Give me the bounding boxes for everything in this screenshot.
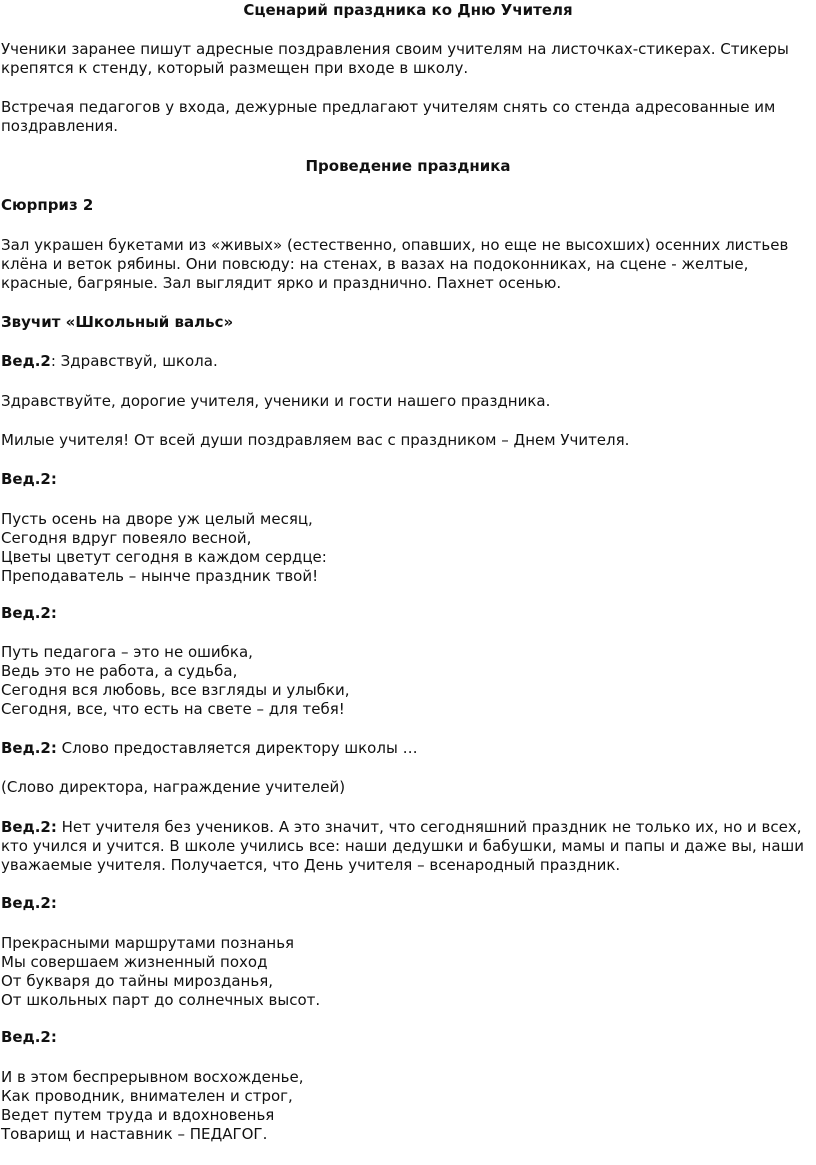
speaker-text: Нет учителя без учеников. А это значит, что сегодняшний праздник не только их, но и всех, кто учился и учится. В школе учились все: наши дедушки и бабушки, мамы и папы и даже вы, наши уважаемые учителя. Получается, что День учителя – всенародный праздник. <box>1 818 805 874</box>
intro-paragraph-1: Ученики заранее пишут адресные поздравления своим учителям на листочках-стикерах. Стикеры крепятся к стенду, который размещен при входе в школу. <box>1 40 789 77</box>
speaker-label-6: Вед.2: <box>1 894 57 912</box>
poem-line: От школьных парт до солнечных высот. <box>1 991 321 1009</box>
poem-line: Путь педагога – это не ошибка, <box>1 643 253 661</box>
speaker-label-2: Вед.2: <box>1 470 57 488</box>
poem-line: Ведет путем труда и вдохновенья <box>1 1106 275 1124</box>
poem-4 <box>1 1068 811 1144</box>
poem-line: Сегодня вдруг повеяло весной, <box>1 529 252 547</box>
greeting-2: Милые учителя! От всей души поздравляем вас с праздником – Днем Учителя. <box>1 431 630 449</box>
speaker-label-7: Вед.2: <box>1 1028 57 1046</box>
hall-paragraph: Зал украшен букетами из «живых» (естественно, опавших, но еще не высохших) осенних листьев клёна и веток рябины. Они повсюду: на стенах, в вазах на подоконниках, на сцене - желтые, красные, багряные. Зал выглядит ярко и празднично. Пахнет осенью. <box>1 236 789 292</box>
music-heading: Звучит «Школьный вальс» <box>1 313 234 331</box>
poem-line: Сегодня вся любовь, все взгляды и улыбки, <box>1 681 350 699</box>
speaker-text: : Здравствуй, школа. <box>50 352 218 370</box>
poem-line: Пусть осень на дворе уж целый месяц, <box>1 510 313 528</box>
speaker-line-4 <box>1 739 811 758</box>
surprise-heading: Сюрприз 2 <box>1 196 94 214</box>
intro-paragraph-2: Встречая педагогов у входа, дежурные предлагают учителям снять со стенда адресованные им поздравления. <box>1 98 776 135</box>
greeting-1: Здравствуйте, дорогие учителя, ученики и гости нашего праздника. <box>1 392 551 410</box>
speaker-label: Вед.2 <box>1 352 51 370</box>
poem-1 <box>1 510 811 586</box>
poem-line: Товарищ и наставник – ПЕДАГОГ. <box>1 1125 268 1143</box>
speaker-text: Слово предоставляется директору школы … <box>56 739 418 757</box>
poem-line: И в этом беспрерывном восхожденье, <box>1 1068 304 1086</box>
poem-line: Цветы цветут сегодня в каждом сердце: <box>1 548 327 566</box>
poem-line: Прекрасными маршрутами познанья <box>1 934 295 952</box>
document-title: Сценарий праздника ко Дню Учителя <box>243 1 573 19</box>
speaker-label: Вед.2: <box>1 739 57 757</box>
poem-line: Преподаватель – нынче праздник твой! <box>1 567 319 585</box>
speaker-line-5 <box>1 818 811 875</box>
poem-line: Мы совершаем жизненный поход <box>1 953 268 971</box>
section-title: Проведение праздника <box>305 157 511 175</box>
poem-3 <box>1 934 811 1010</box>
poem-line: От букваря до тайны мирозданья, <box>1 972 273 990</box>
poem-2 <box>1 643 811 719</box>
director-note: (Слово директора, награждение учителей) <box>1 778 346 796</box>
poem-line: Ведь это не работа, а судьба, <box>1 662 238 680</box>
speaker-line-1 <box>1 352 811 371</box>
speaker-label: Вед.2: <box>1 818 57 836</box>
poem-line: Как проводник, внимателен и строг, <box>1 1087 293 1105</box>
poem-line: Сегодня, все, что есть на свете – для тебя! <box>1 700 345 718</box>
speaker-label-3: Вед.2: <box>1 604 57 622</box>
